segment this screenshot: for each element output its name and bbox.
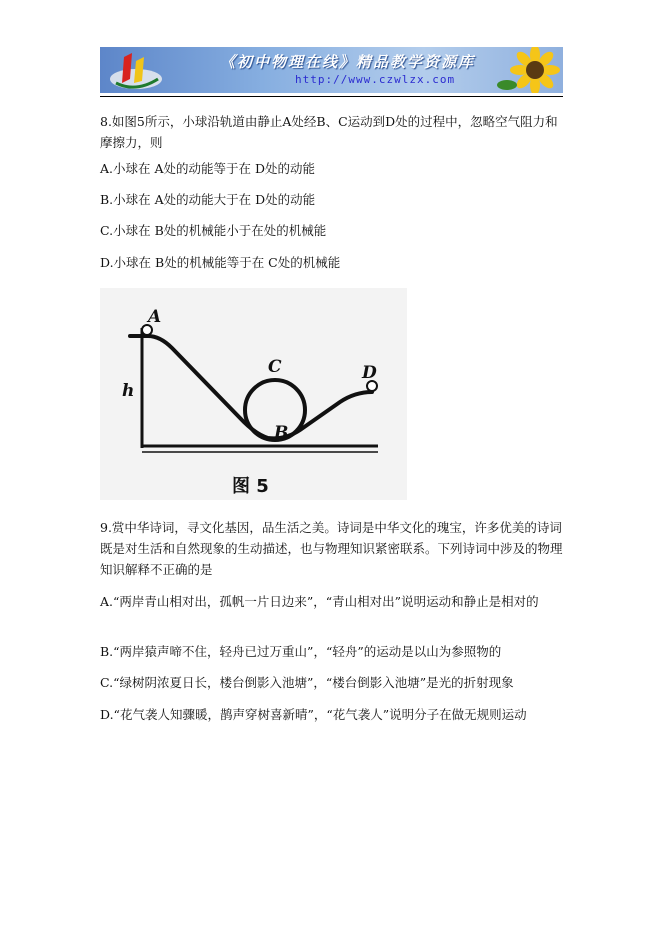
q8-option-d: D.小球在 B处的机械能等于在 C处的机械能 — [100, 255, 341, 270]
q9-option-c: C.“绿树阴浓夏日长，楼台倒影入池塘”，“楼台倒影入池塘”是光的折射现象 — [100, 675, 514, 690]
label-a: A — [148, 307, 162, 327]
sunflower-icon — [493, 47, 563, 93]
q9-option-b: B.“两岸猿声啼不住，轻舟已过万重山”，“轻舟”的运动是以山为参照物的 — [100, 644, 502, 659]
q8-option-a: A.小球在 A处的动能等于在 D处的动能 — [100, 161, 315, 176]
q9-stem: 9.赏中华诗词，寻文化基因，品生活之美。诗词是中华文化的瑰宝，许多优美的诗词既是对生活和自然现象的生动描述，也与物理知识紧密联系。下列诗词中涉及的物理知识解释不正确的是 — [100, 520, 563, 577]
q8-stem: 8.如图5所示，小球沿轨道由静止A处经B、C运动到D处的过程中，忽略空气阻力和摩擦力，则 — [100, 114, 558, 150]
q8-option-b: B.小球在 A处的动能大于在 D处的动能 — [100, 192, 316, 207]
q9-option-d: D.“花气袭人知骤暖，鹊声穿树喜新晴”，“花气袭人”说明分子在做无规则运动 — [100, 707, 527, 722]
header-banner — [100, 47, 563, 93]
header-divider — [100, 96, 563, 97]
q9-option-a: A.“两岸青山相对出，孤帆一片日边来”，“青山相对出”说明运动和静止是相对的 — [100, 594, 539, 609]
header-title: 《初中物理在线》精品教学资源库 — [220, 53, 476, 71]
label-b: B — [274, 423, 289, 443]
header-url[interactable]: http://www.czwlzx.com — [295, 73, 456, 86]
q8-option-c: C.小球在 B处的机械能小于在处的机械能 — [100, 223, 327, 238]
label-d: D — [362, 363, 377, 383]
label-h: h — [122, 381, 135, 401]
figure-5-diagram — [100, 288, 407, 500]
figure-caption: 图 5 — [232, 476, 269, 497]
label-c: C — [268, 357, 282, 377]
logo-icon — [106, 49, 166, 91]
